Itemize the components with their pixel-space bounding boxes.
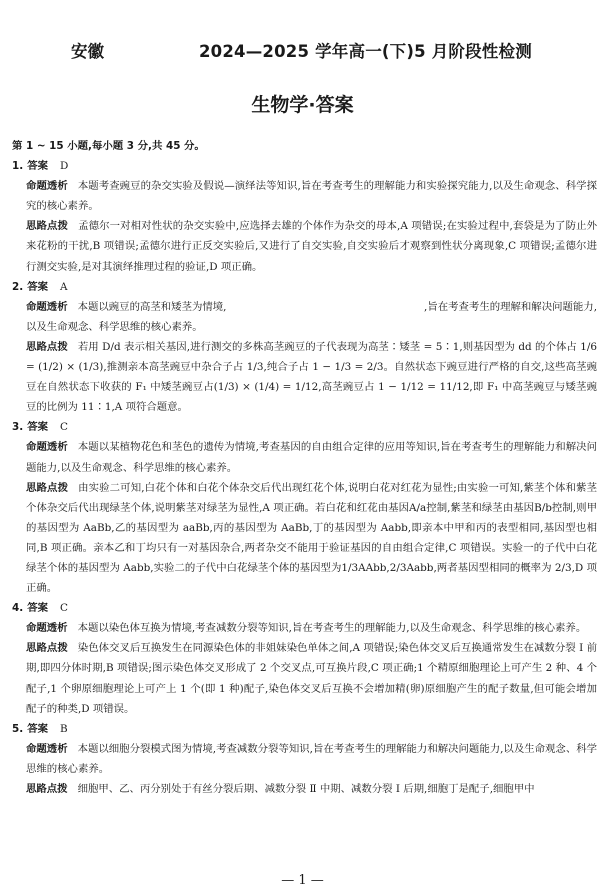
answer-line	[12, 719, 597, 739]
analysis-paragraph	[26, 739, 597, 779]
analysis-paragraph-text: 本题以豌豆的高茎和矮茎为情境, ,旨在考查考生的理解和解决问题能力,以及生命观念、科学思维的核心素养。	[26, 300, 597, 333]
answer-item	[12, 156, 597, 277]
page-number: — 1 —	[281, 873, 324, 888]
analysis-paragraph	[26, 618, 597, 638]
answer-items	[12, 156, 597, 799]
section-note: 第 1 ~ 15 小题,每小题 3 分,共 45 分。	[12, 140, 205, 152]
thinking-paragraph	[26, 216, 597, 276]
thinking-paragraph-text: 由实验二可知,白花个体和白花个体杂交后代出现红花个体,说明白花对红花为显性;由实验一可知,紫茎个体和紫茎个体杂交后代出现绿茎个体,说明紫茎对绿茎为显性,A 项正确。若白花和红花由基因A/a控制,紫茎和绿茎由基因B/b控制,则甲的基因型为 AaBb,乙的基因型为 aaBb,丙的基因型为 AaBb,丁的基因型为 Aabb,即亲本中甲和丙的表型相同,基因型也相同,B 项正确。亲本乙和丁均只有一对基因杂合,两者杂交不能用于验证基因的自由组合定律,C 项错误。实验一的子代中白花绿茎个体的基因型为 Aabb,实验二的子代中白花绿茎个体的基因型为1/3AAbb,2/3Aabb,两者基因型相同的概率为 2/3,D 项正确。	[26, 481, 597, 595]
item-number: 5.	[12, 722, 24, 735]
answer-item	[12, 719, 597, 799]
thinking-paragraph	[26, 779, 597, 799]
thinking-paragraph-label: 思路点拨	[26, 220, 69, 233]
analysis-paragraph-text: 本题考查豌豆的杂交实验及假说—演绎法等知识,旨在考查考生的理解能力和实验探究能力,以及生命观念、科学探究的核心素养。	[26, 180, 597, 213]
analysis-paragraph-text: 本题以染色体互换为情境,考查减数分裂等知识,旨在考查考生的理解能力,以及生命观念、科学思维的核心素养。	[77, 622, 587, 635]
item-number: 4.	[12, 602, 24, 615]
answer-letter: A	[59, 280, 68, 293]
answer-letter: C	[59, 421, 68, 434]
thinking-paragraph-label: 思路点拨	[26, 481, 69, 494]
thinking-paragraph	[26, 337, 597, 417]
province-label: 安徽	[71, 42, 104, 61]
analysis-paragraph-label: 命题透析	[26, 300, 68, 313]
document-subtitle: 生物学·答案	[251, 94, 354, 116]
analysis-paragraph	[26, 176, 597, 216]
answer-prefix: 答案	[27, 602, 48, 615]
answer-letter: C	[59, 602, 68, 615]
answer-line	[12, 598, 597, 618]
analysis-paragraph-label: 命题透析	[26, 180, 68, 193]
answer-item	[12, 598, 597, 719]
answer-line	[12, 277, 597, 297]
thinking-paragraph-text: 孟德尔一对相对性状的杂交实验中,应选择去雄的个体作为杂交的母本,A 项错误;在实验过程中,套袋是为了防止外来花粉的干扰,B 项错误;孟德尔进行正反交实验后,又进行了自交实验,自交实验后才观察到性状分离现象,C 项错误;孟德尔进行测交实验,是对其演绎推理过程的验证,D 项正确。	[26, 220, 597, 273]
thinking-paragraph	[26, 478, 597, 599]
answer-letter: D	[59, 160, 69, 173]
analysis-paragraph-text: 本题以细胞分裂模式图为情境,考查减数分裂等知识,旨在考查考生的理解能力和解决问题能力,以及生命观念、科学思维的核心素养。	[26, 742, 598, 775]
thinking-paragraph-text: 细胞甲、乙、丙分别处于有丝分裂后期、减数分裂 Ⅱ 中期、减数分裂 Ⅰ 后期,细胞丁是配子,细胞甲中	[77, 783, 535, 795]
thinking-paragraph-label: 思路点拨	[26, 642, 68, 655]
item-number: 1.	[12, 160, 24, 173]
exam-title: 2024—2025 学年高一(下)5 月阶段性检测	[199, 42, 532, 61]
answer-prefix: 答案	[27, 280, 48, 293]
answer-item	[12, 277, 597, 418]
answer-prefix: 答案	[27, 160, 48, 173]
analysis-paragraph	[26, 437, 597, 477]
answer-content	[12, 136, 597, 799]
answer-prefix: 答案	[27, 421, 48, 434]
thinking-paragraph-label: 思路点拨	[26, 340, 68, 353]
item-number: 2.	[12, 280, 24, 293]
item-number: 3.	[12, 421, 24, 434]
answer-prefix: 答案	[27, 722, 48, 735]
page-header	[0, 38, 605, 60]
thinking-paragraph	[26, 638, 597, 718]
thinking-paragraph-text: 若用 D/d 表示相关基因,进行测交的多株高茎豌豆的子代表现为高茎∶矮茎 = 5∶1,则基因型为 dd 的个体占 1/6 = (1/2) × (1/3),推测亲本高茎豌豆中杂合子占 1/3,纯合子占 1 − 1/3 = 2/3。自然状态下豌豆进行严格的自交,这些高茎豌豆在自然状态下收获的 F₁ 中矮茎豌豆占(1/3) × (1/4) = 1/12,高茎豌豆占 1 − 1/12 = 11/12,即 F₁ 中高茎豌豆与矮茎豌豆的比例为 11∶1,A 项符合题意。	[26, 340, 597, 414]
analysis-paragraph-text: 本题以某植物花色和茎色的遗传为情境,考查基因的自由组合定律的应用等知识,旨在考查考生的理解能力和解决问题能力,以及生命观念、科学思维的核心素养。	[26, 441, 597, 474]
analysis-paragraph-label: 命题透析	[26, 742, 68, 755]
answer-item	[12, 417, 597, 598]
answer-letter: B	[59, 722, 68, 735]
thinking-paragraph-text: 染色体交叉后互换发生在同源染色体的非姐妹染色单体之间,A 项错误;染色体交叉后互换通常发生在减数分裂 Ⅰ 前期,即四分体时期,B 项错误;图示染色体交叉形成了 2 个交叉点,可互换片段,C 项正确;1 个精原细胞理论上可产生 2 种、4 个配子,1 个卵原细胞理论上可产上 1 个(即 1 种)配子,染色体交叉后互换不会增加精(卵)原细胞产生的配子数量,但可能会增加配子的种类,D 项错误。	[26, 642, 597, 715]
answer-line	[12, 417, 597, 437]
answer-line	[12, 156, 597, 176]
analysis-paragraph-label: 命题透析	[26, 441, 68, 454]
thinking-paragraph-label: 思路点拨	[26, 783, 68, 795]
analysis-paragraph-label: 命题透析	[26, 622, 68, 635]
analysis-paragraph	[26, 297, 597, 337]
